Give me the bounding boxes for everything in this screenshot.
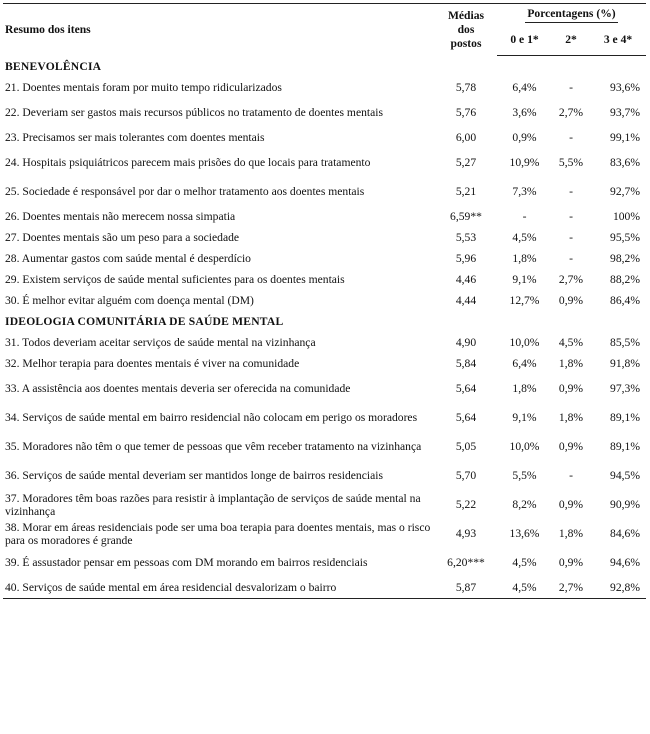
table-row bbox=[3, 127, 646, 148]
row-mean: 6,00 bbox=[455, 131, 477, 144]
header-mean bbox=[435, 4, 497, 56]
row-pct-3-4: 94,6% bbox=[610, 556, 640, 569]
header-mean-line3: postos bbox=[450, 36, 482, 50]
row-mean: 5,78 bbox=[455, 81, 477, 94]
row-item: 28. Aumentar gastos com saúde mental é desperdício bbox=[5, 252, 251, 265]
table-row bbox=[3, 461, 646, 490]
row-mean: 5,87 bbox=[435, 577, 497, 599]
row-pct-3-4: 97,3% bbox=[610, 382, 640, 395]
row-pct-2: 4,5% bbox=[558, 336, 584, 349]
row-pct-2: 1,8% bbox=[558, 357, 584, 370]
table-row bbox=[3, 519, 646, 548]
row-mean: 5,96 bbox=[455, 252, 477, 265]
row-item: 25. Sociedade é responsável por dar o melhor tratamento aos doentes mentais bbox=[5, 185, 365, 198]
row-pct-3-4: 93,7% bbox=[610, 106, 640, 119]
row-mean: 5,64 bbox=[455, 382, 477, 395]
header-percent-group bbox=[497, 4, 646, 26]
table-row bbox=[3, 290, 646, 311]
row-mean: 5,84 bbox=[455, 357, 477, 370]
row-mean: 5,21 bbox=[455, 185, 477, 198]
section-row bbox=[3, 311, 646, 332]
table-row bbox=[3, 269, 646, 290]
row-pct-0-1: 1,8% bbox=[512, 382, 537, 395]
table-row bbox=[3, 403, 646, 432]
row-pct-0-1: 9,1% bbox=[512, 411, 537, 424]
table-row bbox=[3, 353, 646, 374]
row-item: 22. Deveriam ser gastos mais recursos públicos no tratamento de doentes mentais bbox=[5, 106, 383, 119]
row-pct-0-1: 8,2% bbox=[512, 498, 537, 511]
row-item: 23. Precisamos ser mais tolerantes com doentes mentais bbox=[5, 131, 265, 144]
section-title: BENEVOLÊNCIA bbox=[5, 60, 102, 73]
row-item: 29. Existem serviços de saúde mental suficientes para os doentes mentais bbox=[5, 273, 345, 286]
row-pct-0-1: 4,5% bbox=[512, 231, 537, 244]
row-pct-2: 0,9% bbox=[558, 556, 584, 569]
row-pct-3-4: 83,6% bbox=[610, 156, 640, 169]
row-pct-0-1: 0,9% bbox=[512, 131, 537, 144]
row-item: 26. Doentes mentais não merecem nossa simpatia bbox=[5, 210, 236, 223]
header-item: Resumo dos itens bbox=[3, 4, 435, 56]
row-pct-3-4: 86,4% bbox=[610, 294, 640, 307]
table-row bbox=[3, 177, 646, 206]
row-pct-0-1: 10,9% bbox=[509, 156, 540, 169]
row-pct-2: - bbox=[569, 81, 573, 94]
row-mean: 5,05 bbox=[455, 440, 477, 453]
table-header bbox=[3, 4, 646, 56]
table-row bbox=[3, 577, 646, 599]
table-row bbox=[3, 248, 646, 269]
row-pct-3-4: 92,7% bbox=[610, 185, 640, 198]
row-item: 34. Serviços de saúde mental em bairro residencial não colocam em perigo os moradores bbox=[5, 411, 418, 424]
row-pct-3-4: 89,1% bbox=[610, 440, 640, 453]
header-mean-line1: Médias bbox=[447, 8, 485, 22]
row-item: 33. A assistência aos doentes mentais deveria ser oferecida na comunidade bbox=[5, 382, 351, 395]
row-pct-2: - bbox=[569, 231, 573, 244]
row-pct-2: 2,7% bbox=[558, 273, 584, 286]
row-pct-3-4: 94,5% bbox=[610, 469, 640, 482]
row-pct-3-4: 98,2% bbox=[610, 252, 640, 265]
row-item: 40. Serviços de saúde mental em área residencial desvalorizam o bairro bbox=[3, 577, 435, 599]
row-pct-2: - bbox=[569, 131, 573, 144]
row-pct-3-4: 84,6% bbox=[610, 527, 640, 540]
row-pct-3-4: 95,5% bbox=[610, 231, 640, 244]
row-mean: 5,22 bbox=[455, 498, 477, 511]
row-pct-0-1: 6,4% bbox=[512, 357, 537, 370]
row-pct-2: 0,9% bbox=[558, 498, 584, 511]
row-mean: 4,90 bbox=[455, 336, 477, 349]
items-table bbox=[3, 3, 646, 599]
row-mean: 6,59** bbox=[450, 210, 482, 223]
row-pct-2: 2,7% bbox=[558, 106, 584, 119]
row-item: 27. Doentes mentais são um peso para a sociedade bbox=[5, 231, 240, 244]
row-pct-3-4: 90,9% bbox=[610, 498, 640, 511]
row-pct-0-1: 4,5% bbox=[497, 577, 552, 599]
row-pct-3-4: 93,6% bbox=[610, 81, 640, 94]
row-item: 30. É melhor evitar alguém com doença mental (DM) bbox=[5, 294, 254, 307]
row-item: 24. Hospitais psiquiátricos parecem mais prisões do que locais para tratamento bbox=[5, 156, 371, 169]
row-pct-3-4: 89,1% bbox=[610, 411, 640, 424]
row-pct-2: - bbox=[569, 185, 573, 198]
row-mean: 5,27 bbox=[455, 156, 477, 169]
row-pct-0-1: 9,1% bbox=[512, 273, 537, 286]
table-row bbox=[3, 548, 646, 577]
row-pct-0-1: 1,8% bbox=[512, 252, 537, 265]
row-pct-3-4: 91,8% bbox=[610, 357, 640, 370]
row-item: 31. Todos deveriam aceitar serviços de saúde mental na vizinhança bbox=[5, 336, 316, 349]
row-pct-2: 1,8% bbox=[558, 527, 584, 540]
table-row bbox=[3, 227, 646, 248]
row-pct-3-4: 88,2% bbox=[610, 273, 640, 286]
row-mean: 5,76 bbox=[455, 106, 477, 119]
table-row bbox=[3, 148, 646, 177]
row-pct-0-1: 5,5% bbox=[512, 469, 537, 482]
table-row bbox=[3, 98, 646, 127]
row-pct-0-1: 12,7% bbox=[509, 294, 540, 307]
row-pct-3-4: 99,1% bbox=[610, 131, 640, 144]
section-row bbox=[3, 56, 646, 78]
row-pct-0-1: 6,4% bbox=[512, 81, 537, 94]
row-pct-2: 1,8% bbox=[558, 411, 584, 424]
section-title: IDEOLOGIA COMUNITÁRIA DE SAÚDE MENTAL bbox=[5, 315, 284, 328]
table-row bbox=[3, 490, 646, 519]
row-item: 35. Moradores não têm o que temer de pessoas que vêm receber tratamento na vizinhança bbox=[5, 440, 422, 453]
row-mean: 5,53 bbox=[455, 231, 477, 244]
row-pct-2: - bbox=[569, 210, 573, 223]
row-mean: 4,44 bbox=[455, 294, 477, 307]
row-item: 32. Melhor terapia para doentes mentais é viver na comunidade bbox=[5, 357, 300, 370]
row-pct-2: 0,9% bbox=[558, 440, 584, 453]
row-pct-0-1: 7,3% bbox=[512, 185, 537, 198]
header-percent-label: Porcentagens (%) bbox=[525, 7, 617, 23]
row-pct-3-4: 100% bbox=[612, 210, 640, 223]
row-mean: 5,70 bbox=[455, 469, 477, 482]
row-pct-0-1: 10,0% bbox=[509, 336, 540, 349]
row-pct-3-4: 85,5% bbox=[610, 336, 640, 349]
row-mean: 4,93 bbox=[455, 527, 477, 540]
row-mean: 6,20*** bbox=[447, 556, 485, 569]
row-item: 36. Serviços de saúde mental deveriam ser mantidos longe de bairros residenciais bbox=[5, 469, 383, 482]
table-body bbox=[3, 56, 646, 599]
header-mean-line2: dos bbox=[457, 22, 475, 36]
table-row bbox=[3, 332, 646, 353]
header-pct-0-1: 0 e 1* bbox=[497, 25, 552, 56]
table-row bbox=[3, 374, 646, 403]
row-pct-2: 0,9% bbox=[558, 382, 584, 395]
row-item: 37. Moradores têm boas razões para resistir à implantação de serviços de saúde mental na vizinhança bbox=[5, 491, 421, 518]
row-item: 21. Doentes mentais foram por muito tempo ridicularizados bbox=[5, 81, 282, 94]
row-item: 39. É assustador pensar em pessoas com DM morando em bairros residenciais bbox=[5, 556, 368, 569]
row-mean: 4,46 bbox=[455, 273, 477, 286]
row-mean: 5,64 bbox=[455, 411, 477, 424]
table-row bbox=[3, 77, 646, 98]
row-pct-0-1: 13,6% bbox=[509, 527, 540, 540]
table-row bbox=[3, 206, 646, 227]
header-pct-3-4: 3 e 4* bbox=[590, 25, 646, 56]
table-row bbox=[3, 432, 646, 461]
row-item: 38. Morar em áreas residenciais pode ser uma boa terapia para doentes mentais, mas o risco para os moradores é grande bbox=[5, 520, 431, 547]
row-pct-0-1: 4,5% bbox=[512, 556, 537, 569]
row-pct-2: 0,9% bbox=[558, 294, 584, 307]
header-pct-2: 2* bbox=[552, 25, 590, 56]
row-pct-2: - bbox=[569, 469, 573, 482]
row-pct-2: - bbox=[569, 252, 573, 265]
row-pct-2: 2,7% bbox=[552, 577, 590, 599]
row-pct-3-4: 92,8% bbox=[590, 577, 646, 599]
row-pct-0-1: 3,6% bbox=[512, 106, 537, 119]
row-pct-0-1: - bbox=[522, 210, 527, 223]
row-pct-0-1: 10,0% bbox=[509, 440, 540, 453]
row-pct-2: 5,5% bbox=[558, 156, 584, 169]
